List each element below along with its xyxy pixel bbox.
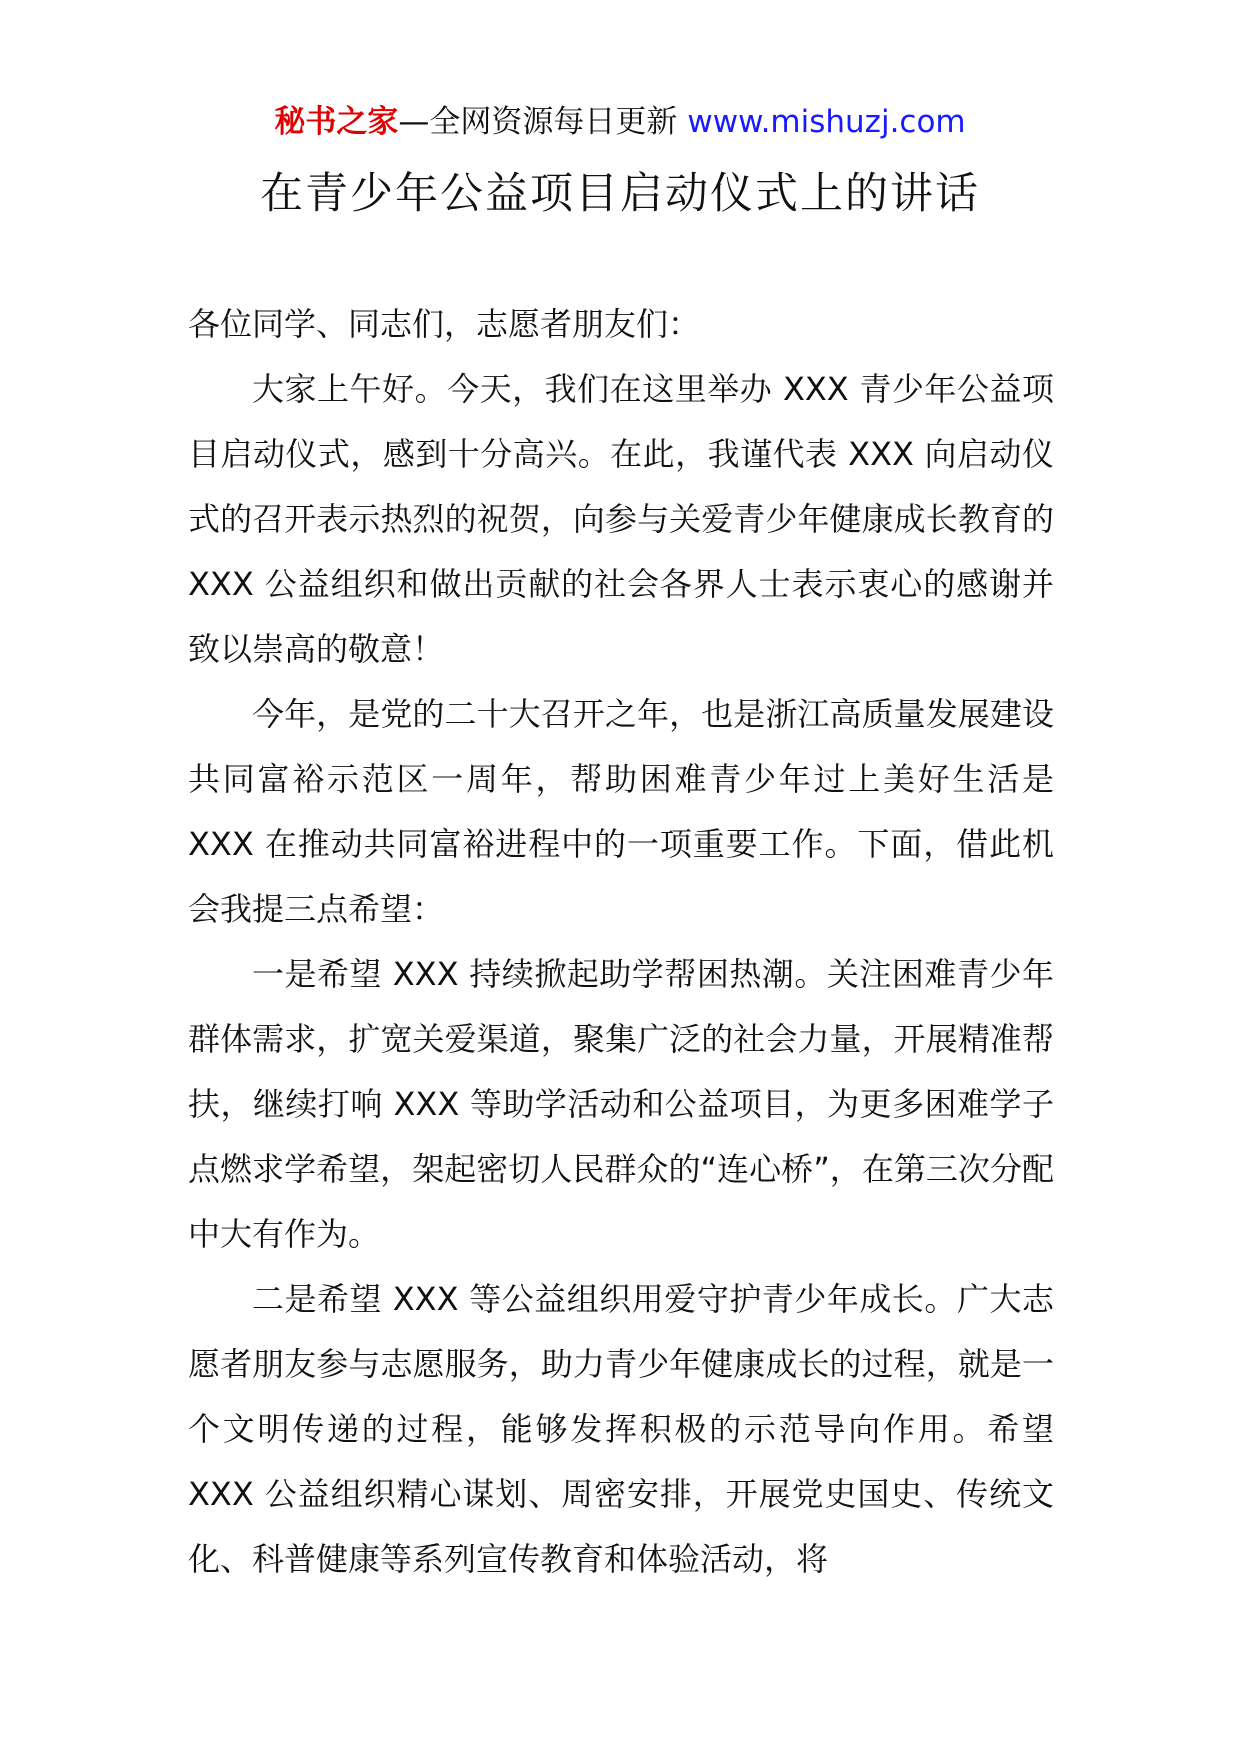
brand-name: 秘书之家 [274, 104, 399, 140]
site-url-link[interactable]: www.mishuzj.com [687, 104, 966, 140]
paragraph-context: 今年，是党的二十大召开之年，也是浙江高质量发展建设共同富裕示范区一周年，帮助困难青少年过上美好生活是 XXX 在推动共同富裕进程中的一项重要工作。下面，借此机会我提三点希望： [188, 695, 1054, 928]
salutation: 各位同学、同志们，志愿者朋友们： [188, 305, 701, 343]
header-tagline: —全网资源每日更新 [398, 104, 678, 140]
document-body [188, 292, 1054, 1592]
paragraph-hope-two: 二是希望 XXX 等公益组织用爱守护青少年成长。广大志愿者朋友参与志愿服务，助力青少年健康成长的过程，就是一个文明传递的过程，能够发挥积极的示范导向作用。希望 XXX 公益组织精心谋划、周密安排，开展党史国史、传统文化、科普健康等系列宣传教育和体验活动，将 [188, 1280, 1054, 1578]
paragraph-greeting: 大家上午好。今天，我们在这里举办 XXX 青少年公益项目启动仪式，感到十分高兴。在此，我谨代表 XXX 向启动仪式的召开表示热烈的祝贺，向参与关爱青少年健康成长教育的 XXX 公益组织和做出贡献的社会各界人士表示衷心的感谢并致以崇高的敬意！ [188, 370, 1054, 668]
paragraph-hope-one: 一是希望 XXX 持续掀起助学帮困热潮。关注困难青少年群体需求，扩宽关爱渠道，聚集广泛的社会力量，开展精准帮扶，继续打响 XXX 等助学活动和公益项目，为更多困难学子点燃求学希望，架起密切人民群众的“连心桥”，在第三次分配中大有作为。 [188, 955, 1054, 1253]
document-title: 在青少年公益项目启动仪式上的讲话 [260, 169, 980, 219]
site-header [0, 100, 1240, 144]
